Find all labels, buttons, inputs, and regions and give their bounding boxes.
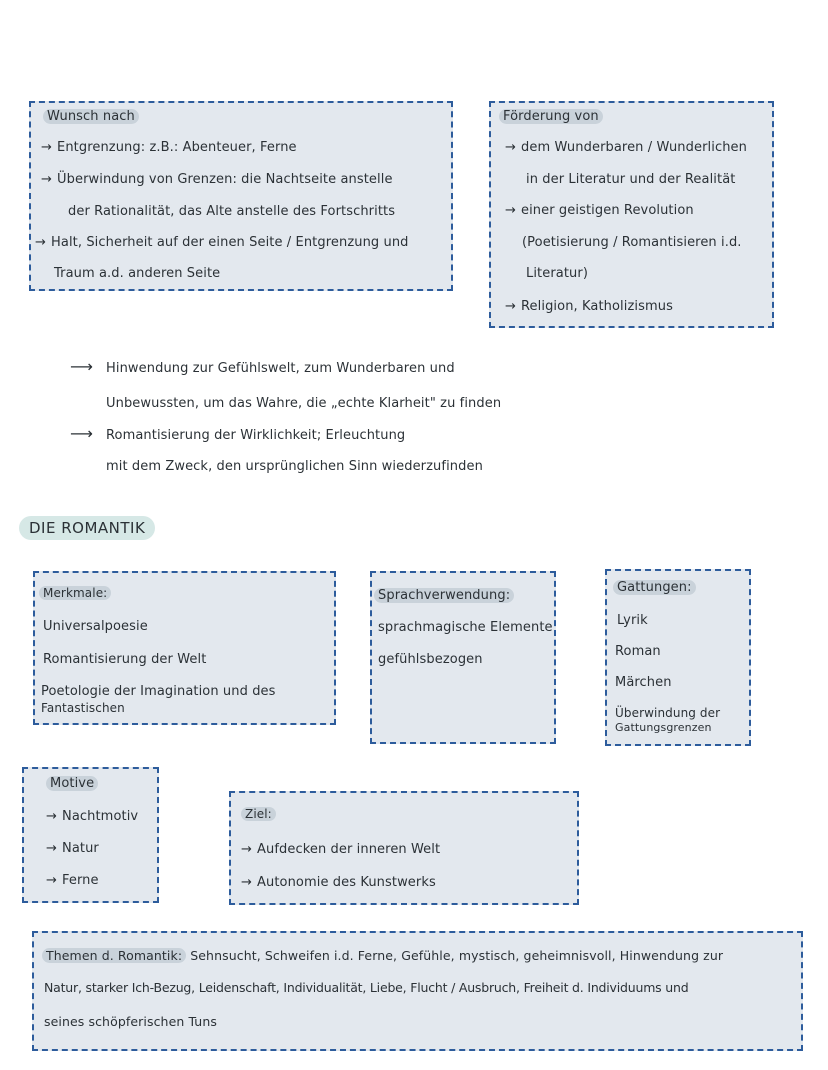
gattungen-line-4: Überwindung der <box>615 706 721 720</box>
ziel-heading: Ziel: <box>241 807 276 821</box>
themen-heading: Themen d. Romantik: <box>42 948 186 963</box>
arrow-icon: → <box>505 140 516 155</box>
foerderung-box <box>489 101 774 328</box>
ziel-line-1: → Aufdecken der inneren Welt <box>241 842 441 857</box>
wunsch-line-1: → Entgrenzung: z.B.: Abenteuer, Ferne <box>41 140 297 155</box>
foerderung-heading: Förderung von <box>499 109 603 124</box>
wunsch-heading: Wunsch nach <box>43 109 139 124</box>
wunsch-line-2: → Überwindung von Grenzen: die Nachtseite anstelle <box>41 172 393 187</box>
arrow-icon: → <box>241 842 252 857</box>
ziel-box <box>229 791 579 905</box>
summary-line-2: Unbewussten, um das Wahre, die „echte Klarheit" zu finden <box>106 396 502 411</box>
gattungen-line-1: Lyrik <box>617 613 648 628</box>
merkmale-line-4: Fantastischen <box>41 701 125 715</box>
arrow-icon: → <box>46 809 57 824</box>
wunsch-line-4: → Halt, Sicherheit auf der einen Seite / Entgrenzung und <box>35 235 409 250</box>
merkmale-heading: Merkmale: <box>39 586 111 600</box>
arrow-icon: → <box>41 140 52 155</box>
gattungen-line-2: Roman <box>615 644 661 659</box>
foerderung-line-6: → Religion, Katholizismus <box>505 299 673 314</box>
merkmale-line-1: Universalpoesie <box>43 619 148 634</box>
wunsch-line-3: der Rationalität, das Alte anstelle des Fortschritts <box>68 204 396 219</box>
motive-line-1: → Nachtmotiv <box>46 809 139 824</box>
arrow-icon: → <box>241 875 252 890</box>
section-title: DIE ROMANTIK <box>19 516 155 540</box>
sprachverwendung-box <box>370 571 556 744</box>
sprachverwendung-line-1: sprachmagische Elemente <box>378 620 553 635</box>
sprachverwendung-heading: Sprachverwendung: <box>374 588 514 603</box>
motive-line-3: → Ferne <box>46 873 99 888</box>
arrow-icon: → <box>46 841 57 856</box>
foerderung-line-4: (Poetisierung / Romantisieren i.d. <box>522 235 742 250</box>
long-arrow-icon: ⟶ <box>70 357 93 376</box>
gattungen-heading: Gattungen: <box>613 580 696 595</box>
gattungen-box <box>605 569 751 746</box>
gattungen-line-3: Märchen <box>615 675 672 690</box>
wunsch-box <box>29 101 453 291</box>
foerderung-line-3: → einer geistigen Revolution <box>505 203 694 218</box>
themen-line-1: Themen d. Romantik: Sehnsucht, Schweifen i.d. Ferne, Gefühle, mystisch, geheimnisvoll, Hinwendung zur <box>42 948 723 963</box>
wunsch-line-5: Traum a.d. anderen Seite <box>54 266 221 281</box>
summary-line-1: Hinwendung zur Gefühlswelt, zum Wunderbaren und <box>106 361 455 376</box>
motive-box <box>22 767 159 903</box>
summary-line-3: Romantisierung der Wirklichkeit; Erleuchtung <box>106 428 406 443</box>
themen-box <box>32 931 803 1051</box>
arrow-icon: → <box>41 172 52 187</box>
ziel-line-2: → Autonomie des Kunstwerks <box>241 875 436 890</box>
themen-line-2: Natur, starker Ich-Bezug, Leidenschaft, Individualität, Liebe, Flucht / Ausbruch, Freiheit d. Individuums und <box>44 980 689 995</box>
foerderung-line-5: Literatur) <box>526 266 589 281</box>
motive-heading: Motive <box>46 776 98 791</box>
arrow-icon: → <box>505 299 516 314</box>
foerderung-line-2: in der Literatur und der Realität <box>526 172 736 187</box>
themen-line-3: seines schöpferischen Tuns <box>44 1014 217 1029</box>
merkmale-box <box>33 571 336 725</box>
foerderung-line-1: → dem Wunderbaren / Wunderlichen <box>505 140 747 155</box>
arrow-icon: → <box>46 873 57 888</box>
motive-line-2: → Natur <box>46 841 99 856</box>
gattungen-line-5: Gattungsgrenzen <box>615 721 712 734</box>
long-arrow-icon: ⟶ <box>70 424 93 443</box>
sprachverwendung-line-2: gefühlsbezogen <box>378 652 483 667</box>
merkmale-line-2: Romantisierung der Welt <box>43 652 207 667</box>
merkmale-line-3: Poetologie der Imagination und des <box>41 684 276 699</box>
arrow-icon: → <box>35 235 46 250</box>
arrow-icon: → <box>505 203 516 218</box>
summary-line-4: mit dem Zweck, den ursprünglichen Sinn wiederzufinden <box>106 459 483 474</box>
